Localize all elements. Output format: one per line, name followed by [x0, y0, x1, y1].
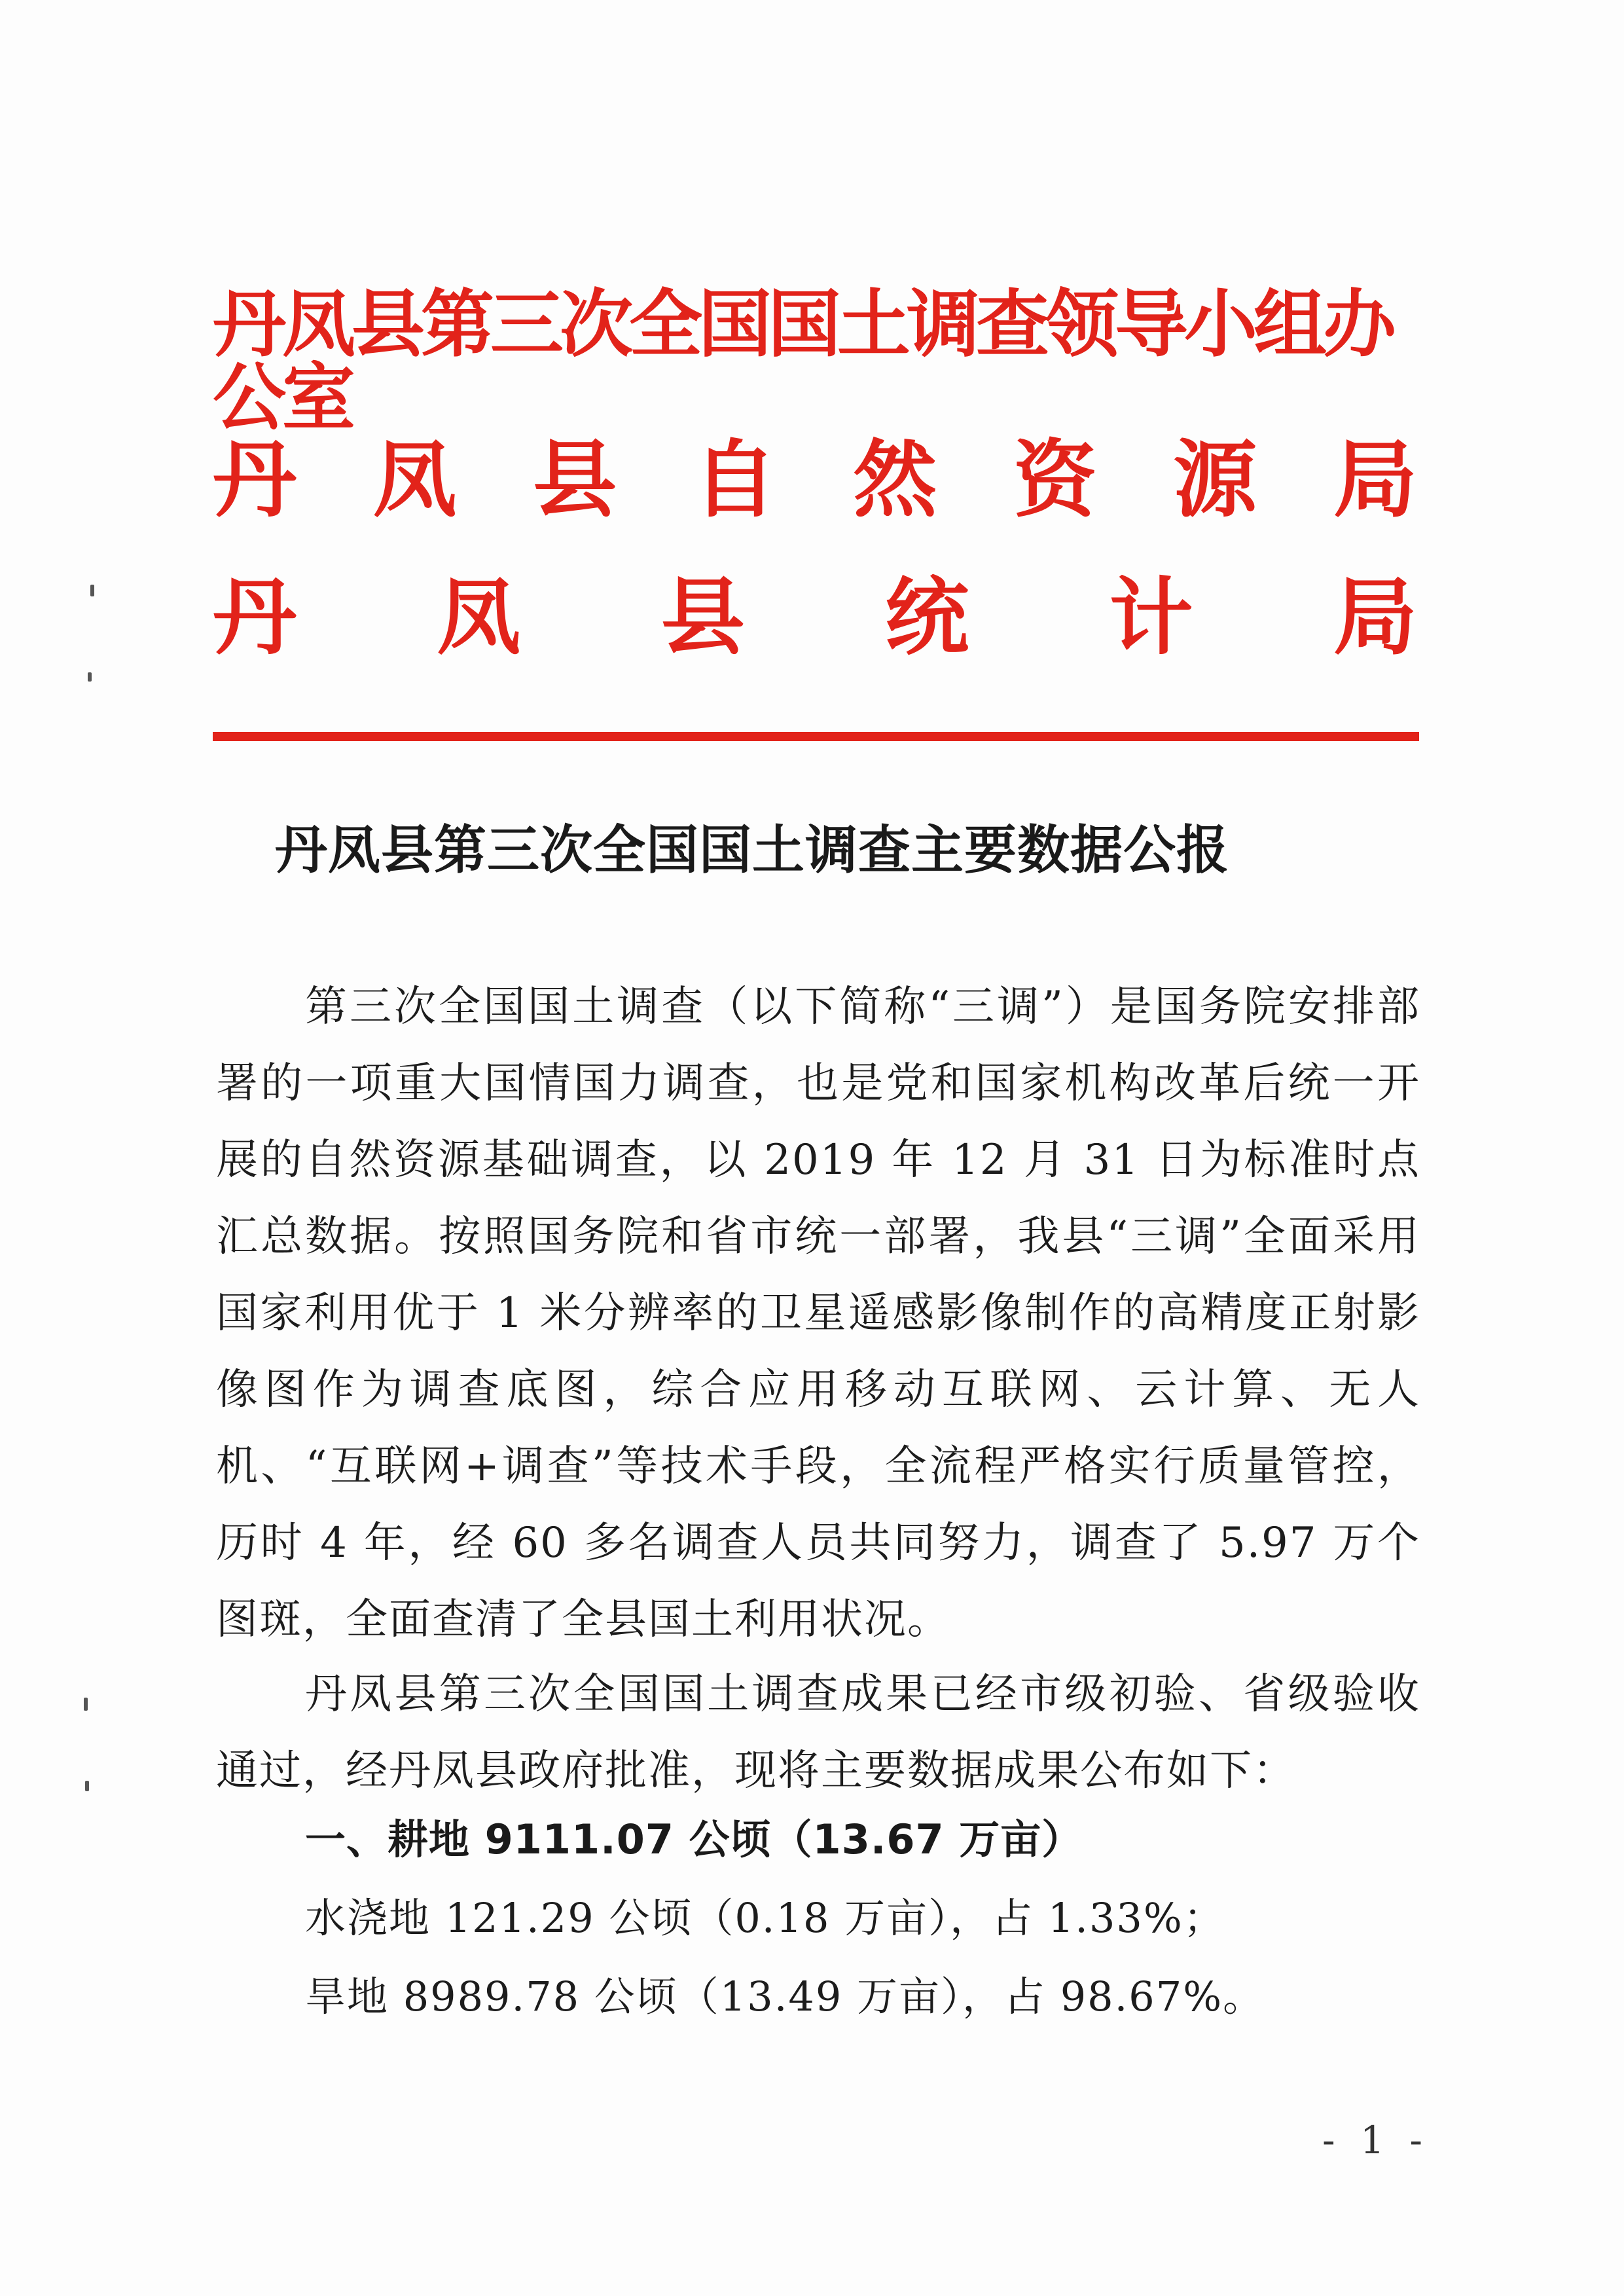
issuer-char: 统 — [885, 569, 969, 666]
issuer-text: 丹凤县第三次全国国土调查领导小组办公室 — [213, 282, 1392, 441]
binding-mark — [88, 672, 92, 682]
page-number: - 1 - — [1322, 2118, 1429, 2162]
binding-mark — [85, 1781, 89, 1791]
section-heading-cultivated-land: 一、耕地 9111.07 公顷（13.67 万亩） — [305, 1815, 1083, 1863]
issuer-char: 局 — [1333, 569, 1417, 666]
data-item-dry-land: 旱地 8989.78 公顷（13.49 万亩），占 98.67%。 — [305, 1973, 1265, 2020]
issuer-char: 源 — [1173, 431, 1257, 529]
issuer-char: 丹 — [213, 569, 297, 666]
issuer-char: 计 — [1109, 569, 1193, 666]
issuer-char: 县 — [533, 431, 617, 529]
document-title: 丹凤县第三次全国国土调查主要数据公报 — [275, 819, 1229, 881]
issuer-char: 凤 — [437, 569, 521, 666]
issuer-char: 丹 — [213, 431, 297, 529]
data-item-irrigated-land: 水浇地 121.29 公顷（0.18 万亩），占 1.33%； — [305, 1894, 1225, 1942]
red-divider-line — [213, 732, 1419, 741]
issuer-char: 自 — [693, 431, 777, 529]
issuer-char: 局 — [1333, 431, 1417, 529]
body-paragraph-announcement: 丹凤县第三次全国国土调查成果已经市级初验、省级验收通过，经丹凤县政府批准，现将主要数据成果公布如下： — [216, 1670, 1420, 1795]
binding-mark — [84, 1698, 88, 1711]
issuer-char: 县 — [660, 569, 745, 666]
issuer-char: 资 — [1013, 431, 1097, 529]
issuer-line-statistics — [213, 569, 1417, 666]
body-paragraph-intro: 第三次全国国土调查（以下简称“三调”）是国务院安排部署的一项重大国情国力调查，也是党和国家机构改革后统一开展的自然资源基础调查，以 2019 年 12 月 31 日为标准时点汇总数据。按照国务院和省市统一部署，我县“三调”全面采用国家利用优于 1 米分辨率的卫星遥感影像制作的高精度正射影像图作为调查底图，综合应用移动互联网、云计算、无人机、“互联网+调查”等技术手段，全流程严格实行质量管控，历时 4 年，经 60 多名调查人员共同努力，调查了 5.97 万个图斑，全面查清了全县国土利用状况。 — [216, 983, 1420, 1644]
issuer-line-office — [213, 282, 1417, 441]
binding-mark — [90, 585, 94, 596]
issuer-line-natural-resources — [213, 431, 1417, 529]
issuer-char: 凤 — [372, 431, 457, 529]
issuer-char: 然 — [853, 431, 937, 529]
